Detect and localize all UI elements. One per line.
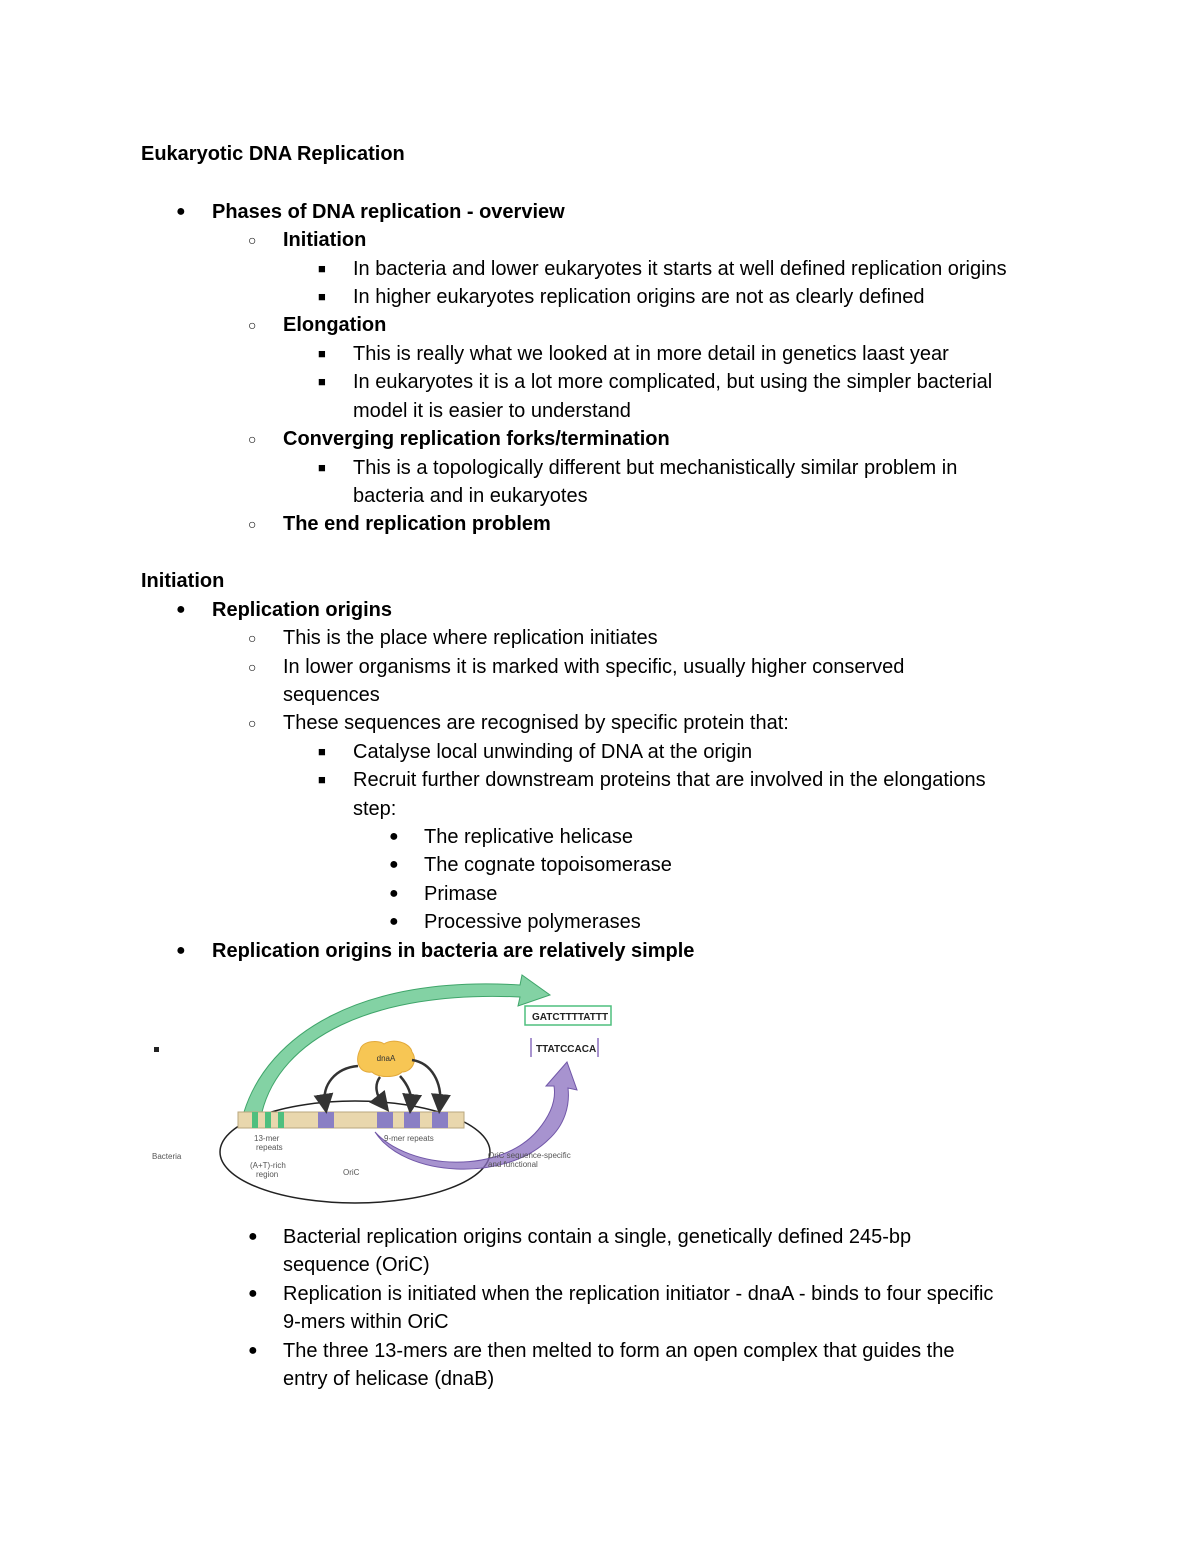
9-mer-repeat [404, 1112, 420, 1128]
list-item: In bacteria and lower eukaryotes it starts at well defined replication origins [353, 258, 1007, 280]
bullet: ● [389, 856, 399, 873]
oric-figure [140, 965, 640, 1215]
list-item: This is the place where replication initiates [283, 627, 658, 649]
list-item: In eukaryotes it is a lot more complicated, but using the simpler bacterial [353, 371, 993, 393]
bullet: ■ [318, 374, 326, 389]
bullet: ○ [248, 317, 257, 333]
13-mer-repeat [265, 1112, 271, 1128]
label-bacteria: Bacteria [152, 1152, 182, 1161]
list-item: The replicative helicase [424, 826, 633, 848]
list-item-cont: sequence (OriC) [283, 1254, 430, 1276]
binding-arrow [376, 1077, 383, 1104]
13-mer-repeat [278, 1112, 284, 1128]
marker-dot [154, 1047, 159, 1052]
list-item-cont: bacteria and in eukaryotes [353, 485, 588, 507]
overview-heading: Phases of DNA replication - overview [212, 201, 565, 223]
bullet: ■ [318, 744, 326, 759]
bullet: ● [248, 1342, 258, 1359]
binding-arrow [325, 1066, 358, 1104]
binding-arrow [400, 1076, 411, 1104]
bullet: ● [389, 828, 399, 845]
bullet: ● [248, 1228, 258, 1245]
dnaA-label: dnaA [376, 1054, 396, 1063]
end-problem-label: The end replication problem [283, 513, 551, 535]
9-mer-repeat [318, 1112, 334, 1128]
bullet: ● [176, 942, 186, 959]
binding-arrow [412, 1060, 440, 1104]
bullet: ■ [318, 289, 326, 304]
bullet: ○ [248, 431, 257, 447]
bullet: ● [389, 885, 399, 902]
list-item-cont: step: [353, 798, 397, 820]
list-item: Bacterial replication origins contain a single, genetically defined 245-bp [283, 1226, 912, 1248]
elongation-label: Elongation [283, 314, 387, 336]
list-item: Catalyse local unwinding of DNA at the origin [353, 741, 753, 763]
origins-heading: Replication origins [212, 599, 393, 621]
section-heading: Initiation [141, 570, 225, 592]
list-item-cont: entry of helicase (dnaB) [283, 1368, 495, 1390]
bullet: ■ [318, 772, 326, 787]
bullet: ● [176, 601, 186, 618]
label-oric-note: OriC sequence-specific and functional [488, 1151, 571, 1169]
bullet: ○ [248, 659, 257, 675]
list-item: Recruit further downstream proteins that are involved in the elongations [353, 769, 986, 791]
bullet: ● [389, 913, 399, 930]
dna-bar [238, 1112, 464, 1128]
list-item-cont: sequences [283, 684, 380, 706]
list-item-cont: 9-mers within OriC [283, 1311, 449, 1333]
converging-label: Converging replication forks/termination [283, 428, 670, 450]
bullet: ○ [248, 630, 257, 646]
seq-13mer: GATCTTTTATTT [532, 1012, 609, 1023]
bullet: ■ [318, 261, 326, 276]
label-9mer: 9-mer repeats [384, 1134, 434, 1143]
list-item: These sequences are recognised by specific protein that: [283, 712, 789, 734]
list-item: In lower organisms it is marked with specific, usually higher conserved [283, 656, 905, 678]
list-item: In higher eukaryotes replication origins are not as clearly defined [353, 286, 925, 308]
bullet: ○ [248, 516, 257, 532]
13-mer-repeat [252, 1112, 258, 1128]
bullet: ■ [318, 346, 326, 361]
list-item: Primase [424, 883, 498, 905]
9-mer-repeat [377, 1112, 393, 1128]
page-title: Eukaryotic DNA Replication [141, 143, 405, 165]
list-item: The three 13-mers are then melted to form an open complex that guides the [283, 1340, 955, 1362]
seq-9mer: TTATCCACA [536, 1044, 597, 1055]
list-item: This is really what we looked at in more detail in genetics laast year [353, 343, 949, 365]
list-item: Processive polymerases [424, 911, 641, 933]
9-mer-repeat [432, 1112, 448, 1128]
list-item-cont: model it is easier to understand [353, 400, 631, 422]
label-oric: OriC [343, 1168, 360, 1177]
list-item: The cognate topoisomerase [424, 854, 672, 876]
bullet: ● [248, 1285, 258, 1302]
bullet: ● [176, 203, 186, 220]
label-13mer: 13-mer repeats [254, 1134, 283, 1152]
bullet: ■ [318, 460, 326, 475]
bullet: ○ [248, 232, 257, 248]
bacteria-heading: Replication origins in bacteria are relatively simple [212, 940, 695, 962]
list-item: This is a topologically different but mechanistically similar problem in [353, 457, 958, 479]
label-at-rich: (A+T)-rich region [250, 1161, 286, 1179]
list-item: Replication is initiated when the replication initiator - dnaA - binds to four specific [283, 1283, 994, 1305]
bullet: ○ [248, 715, 257, 731]
initiation-label: Initiation [283, 229, 367, 251]
